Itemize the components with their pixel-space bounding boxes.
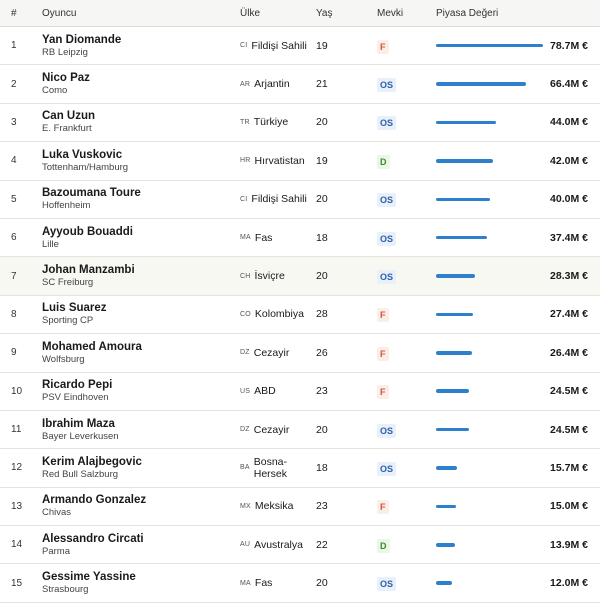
market-value-text: 28.3M € xyxy=(550,270,588,283)
age-cell: 20 xyxy=(316,577,328,590)
age-cell: 23 xyxy=(316,385,328,398)
market-value-text: 12.0M € xyxy=(550,577,588,590)
market-value-cell xyxy=(436,539,600,551)
table-row[interactable] xyxy=(0,219,600,257)
header-position[interactable]: Mevki xyxy=(377,7,404,19)
table-row[interactable] xyxy=(0,296,600,334)
market-value-cell xyxy=(436,347,600,359)
position-badge: F xyxy=(377,500,389,514)
position-badge: F xyxy=(377,308,389,322)
header-age[interactable]: Yaş xyxy=(316,7,333,19)
rank-cell: 6 xyxy=(11,232,17,244)
age-cell: 20 xyxy=(316,423,328,436)
age-cell: 20 xyxy=(316,116,328,129)
player-name[interactable]: Yan Diomande xyxy=(42,33,122,46)
country-name: Bosna-Hersek xyxy=(253,455,288,480)
header-country[interactable]: Ülke xyxy=(240,7,261,19)
value-bar-track xyxy=(436,351,543,355)
club-name: Chivas xyxy=(42,507,72,519)
value-bar-fill xyxy=(436,505,456,509)
value-bar-track xyxy=(436,428,543,432)
player-cell xyxy=(42,378,240,404)
value-bar-fill xyxy=(436,351,472,355)
value-bar-track xyxy=(436,389,543,393)
rank-cell: 7 xyxy=(11,270,17,282)
age-cell: 18 xyxy=(316,461,328,474)
value-bar-fill xyxy=(436,44,543,48)
age-cell: 20 xyxy=(316,270,328,283)
country-cell xyxy=(240,539,316,551)
country-code: AR xyxy=(240,80,251,88)
player-cell xyxy=(42,570,240,596)
club-name: Strasbourg xyxy=(42,584,89,596)
position-badge: F xyxy=(377,347,389,361)
value-bar-track xyxy=(436,159,543,163)
table-row[interactable] xyxy=(0,334,600,372)
value-bar-track xyxy=(436,274,543,278)
player-name[interactable]: Ricardo Pepi xyxy=(42,379,113,392)
club-name: PSV Eindhoven xyxy=(42,392,109,404)
position-badge: F xyxy=(377,385,389,399)
table-row[interactable] xyxy=(0,564,600,602)
position-cell xyxy=(377,75,436,93)
market-value-text: 37.4M € xyxy=(550,231,588,244)
market-value-text: 15.0M € xyxy=(550,500,588,513)
market-value-text: 40.0M € xyxy=(550,193,588,206)
rank-cell: 12 xyxy=(11,462,23,474)
country-name: Hırvatistan xyxy=(254,154,305,167)
position-cell xyxy=(377,190,436,208)
position-badge: F xyxy=(377,40,389,54)
table-row[interactable] xyxy=(0,65,600,103)
country-name: Cezayir xyxy=(253,346,290,359)
rank-cell: 15 xyxy=(11,577,23,589)
table-row[interactable] xyxy=(0,449,600,487)
table-row[interactable] xyxy=(0,181,600,219)
country-code: CH xyxy=(240,272,251,280)
table-body xyxy=(0,27,600,603)
country-code: MA xyxy=(240,579,251,587)
country-code: CI xyxy=(240,195,248,203)
country-cell xyxy=(240,232,316,244)
country-code: CI xyxy=(240,42,248,50)
rank-cell: 4 xyxy=(11,155,17,167)
country-cell xyxy=(240,116,316,128)
country-name: İsviçre xyxy=(254,270,285,283)
position-badge: OS xyxy=(377,193,396,207)
value-bar-fill xyxy=(436,274,475,278)
value-bar-track xyxy=(436,44,543,48)
age-cell: 18 xyxy=(316,231,328,244)
country-code: BA xyxy=(240,464,250,472)
country-cell xyxy=(240,78,316,90)
position-badge: OS xyxy=(377,462,396,476)
value-bar-track xyxy=(436,543,543,547)
value-bar-track xyxy=(436,581,543,585)
rank-cell: 14 xyxy=(11,539,23,551)
market-value-text: 26.4M € xyxy=(550,346,588,359)
country-cell xyxy=(240,385,316,397)
market-value-text: 66.4M € xyxy=(550,78,588,91)
market-value-cell xyxy=(436,40,600,52)
country-cell xyxy=(240,456,316,480)
club-name: Bayer Leverkusen xyxy=(42,430,119,442)
position-badge: OS xyxy=(377,577,396,591)
position-cell xyxy=(377,152,436,170)
age-cell: 23 xyxy=(316,500,328,513)
value-bar-track xyxy=(436,82,543,86)
country-code: DZ xyxy=(240,349,250,357)
country-cell xyxy=(240,40,316,52)
market-value-cell xyxy=(436,155,600,167)
position-badge: D xyxy=(377,539,390,553)
country-name: Fildişi Sahili xyxy=(251,39,307,52)
market-value-cell xyxy=(436,462,600,474)
market-value-text: 27.4M € xyxy=(550,308,588,321)
player-name[interactable]: Mohamed Amoura xyxy=(42,340,142,353)
market-value-cell xyxy=(436,385,600,397)
market-value-cell xyxy=(436,232,600,244)
position-cell xyxy=(377,305,436,323)
table-row[interactable] xyxy=(0,104,600,142)
player-cell xyxy=(42,71,240,97)
club-name: RB Leipzig xyxy=(42,46,88,58)
header-player[interactable]: Oyuncu xyxy=(42,7,77,19)
country-name: Fas xyxy=(254,577,273,590)
player-name[interactable]: Armando Gonzalez xyxy=(42,494,147,507)
value-bar-track xyxy=(436,466,543,470)
value-bar-fill xyxy=(436,581,452,585)
country-code: US xyxy=(240,387,251,395)
position-cell xyxy=(377,536,436,554)
position-cell xyxy=(377,421,436,439)
table-row[interactable] xyxy=(0,142,600,180)
value-bar-track xyxy=(436,121,543,125)
value-bar-fill xyxy=(436,428,469,432)
club-name: Parma xyxy=(42,545,70,557)
position-badge: OS xyxy=(377,270,396,284)
table-row[interactable] xyxy=(0,411,600,449)
market-value-cell xyxy=(436,577,600,589)
position-badge: OS xyxy=(377,78,396,92)
country-name: Fas xyxy=(254,231,273,244)
rank-cell: 1 xyxy=(11,40,17,52)
country-cell xyxy=(240,500,316,512)
market-value-cell xyxy=(436,424,600,436)
age-cell: 22 xyxy=(316,538,328,551)
market-value-text: 24.5M € xyxy=(550,423,588,436)
player-cell xyxy=(42,109,240,135)
position-cell xyxy=(377,344,436,362)
country-name: Türkiye xyxy=(253,116,289,129)
value-bar-fill xyxy=(436,82,526,86)
market-value-text: 44.0M € xyxy=(550,116,588,129)
club-name: Lille xyxy=(42,238,59,250)
country-name: Fildişi Sahili xyxy=(251,193,307,206)
market-value-text: 78.7M € xyxy=(550,39,588,52)
age-cell: 28 xyxy=(316,308,328,321)
player-cell xyxy=(42,532,240,558)
player-cell xyxy=(42,225,240,251)
value-bar-fill xyxy=(436,543,455,547)
player-cell xyxy=(42,493,240,519)
market-value-text: 24.5M € xyxy=(550,385,588,398)
player-cell xyxy=(42,340,240,366)
country-cell xyxy=(240,308,316,320)
value-bar-fill xyxy=(436,313,473,317)
market-value-cell xyxy=(436,78,600,90)
country-name: Meksika xyxy=(254,500,294,513)
player-cell xyxy=(42,301,240,327)
club-name: E. Frankfurt xyxy=(42,123,92,135)
club-name: Wolfsburg xyxy=(42,353,85,365)
rank-cell: 8 xyxy=(11,308,17,320)
table-row[interactable] xyxy=(0,27,600,65)
position-cell xyxy=(377,574,436,592)
rank-cell: 2 xyxy=(11,78,17,90)
market-value-cell xyxy=(436,270,600,282)
player-name[interactable]: Alessandro Circati xyxy=(42,532,144,545)
club-name: Como xyxy=(42,85,68,97)
country-name: Kolombiya xyxy=(254,308,304,321)
value-bar-fill xyxy=(436,121,496,125)
position-cell xyxy=(377,497,436,515)
value-bar-track xyxy=(436,236,543,240)
position-cell xyxy=(377,382,436,400)
player-name[interactable]: Ibrahim Maza xyxy=(42,417,115,430)
rank-cell: 5 xyxy=(11,193,17,205)
table-header xyxy=(0,0,600,27)
country-cell xyxy=(240,193,316,205)
country-cell xyxy=(240,424,316,436)
rank-cell: 3 xyxy=(11,116,17,128)
country-code: MX xyxy=(240,502,251,510)
country-code: HR xyxy=(240,157,251,165)
player-cell xyxy=(42,417,240,443)
position-badge: OS xyxy=(377,424,396,438)
value-bar-fill xyxy=(436,236,487,240)
position-badge: D xyxy=(377,155,390,169)
rank-cell: 11 xyxy=(11,424,22,436)
rank-cell: 9 xyxy=(11,347,17,359)
value-bar-fill xyxy=(436,159,493,163)
value-bar-track xyxy=(436,313,543,317)
position-cell xyxy=(377,267,436,285)
value-bar-fill xyxy=(436,466,457,470)
table-row[interactable] xyxy=(0,526,600,564)
country-code: TR xyxy=(240,118,250,126)
player-name[interactable]: Can Uzun xyxy=(42,110,96,123)
age-cell: 19 xyxy=(316,154,328,167)
rank-cell: 10 xyxy=(11,385,23,397)
position-badge: OS xyxy=(377,116,396,130)
player-name[interactable]: Nico Paz xyxy=(42,72,90,85)
position-cell xyxy=(377,229,436,247)
country-code: AU xyxy=(240,541,251,549)
player-name[interactable]: Luis Suarez xyxy=(42,302,107,315)
value-bar-track xyxy=(436,505,543,509)
rank-cell: 13 xyxy=(11,500,23,512)
position-cell xyxy=(377,113,436,131)
value-bar-fill xyxy=(436,389,469,393)
club-name: Sporting CP xyxy=(42,315,94,327)
table-row[interactable] xyxy=(0,257,600,295)
value-bar-fill xyxy=(436,198,490,202)
position-cell xyxy=(377,37,436,55)
country-name: Avustralya xyxy=(254,538,303,551)
market-value-cell xyxy=(436,500,600,512)
market-value-cell xyxy=(436,308,600,320)
age-cell: 21 xyxy=(316,78,328,91)
age-cell: 19 xyxy=(316,39,328,52)
player-cell xyxy=(42,263,240,289)
value-bar-track xyxy=(436,198,543,202)
table-row[interactable] xyxy=(0,373,600,411)
country-cell xyxy=(240,347,316,359)
country-cell xyxy=(240,155,316,167)
club-name: SC Freiburg xyxy=(42,277,94,289)
country-cell xyxy=(240,270,316,282)
market-value-cell xyxy=(436,193,600,205)
player-name[interactable]: Johan Manzambi xyxy=(42,264,135,277)
player-name[interactable]: Luka Vuskovic xyxy=(42,148,123,161)
country-name: Arjantin xyxy=(254,78,290,91)
player-cell xyxy=(42,186,240,212)
market-value-text: 42.0M € xyxy=(550,154,588,167)
header-rank[interactable]: # xyxy=(11,7,17,19)
market-value-text: 15.7M € xyxy=(550,461,588,474)
player-name[interactable]: Kerim Alajbegovic xyxy=(42,455,142,468)
player-name[interactable]: Bazoumana Toure xyxy=(42,187,141,200)
age-cell: 20 xyxy=(316,193,328,206)
age-cell: 26 xyxy=(316,346,328,359)
country-name: Cezayir xyxy=(253,423,290,436)
player-cell xyxy=(42,148,240,174)
position-badge: OS xyxy=(377,232,396,246)
club-name: Hoffenheim xyxy=(42,200,91,212)
player-name[interactable]: Ayyoub Bouaddi xyxy=(42,225,133,238)
club-name: Tottenham/Hamburg xyxy=(42,161,129,173)
market-value-cell xyxy=(436,116,600,128)
player-cell xyxy=(42,33,240,59)
player-cell xyxy=(42,455,240,481)
player-name[interactable]: Gessime Yassine xyxy=(42,571,136,584)
country-code: CO xyxy=(240,310,251,318)
market-value-text: 13.9M € xyxy=(550,538,588,551)
country-name: ABD xyxy=(254,385,276,398)
club-name: Red Bull Salzburg xyxy=(42,468,119,480)
country-cell xyxy=(240,577,316,589)
country-code: DZ xyxy=(240,426,250,434)
table-row[interactable] xyxy=(0,488,600,526)
position-cell xyxy=(377,459,436,477)
header-market-value[interactable]: Piyasa Değeri xyxy=(436,7,499,19)
country-code: MA xyxy=(240,234,251,242)
